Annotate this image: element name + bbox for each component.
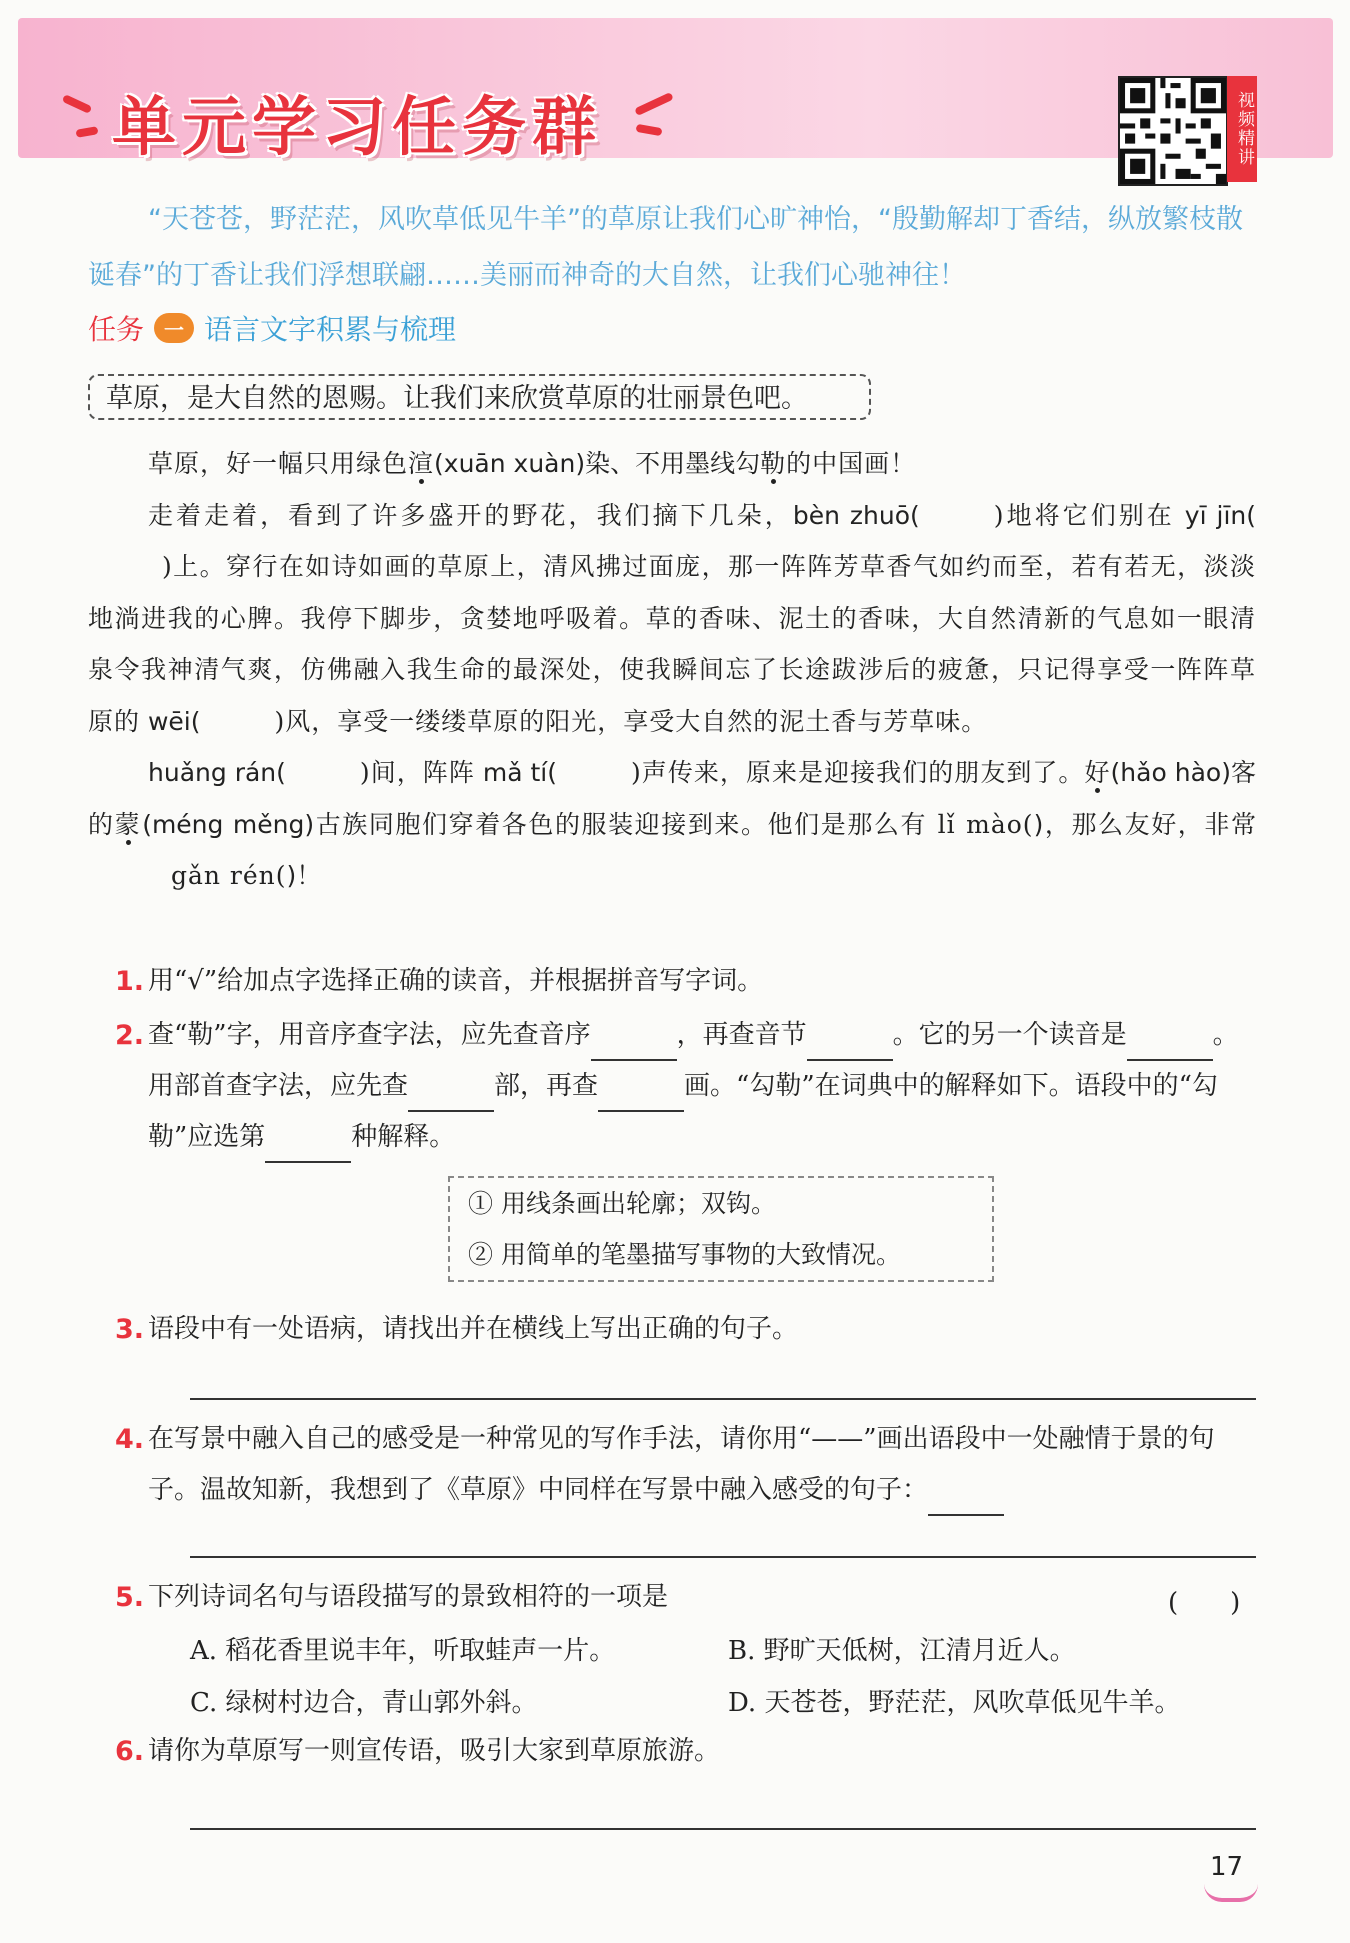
answer-blank[interactable]: [591, 1029, 677, 1061]
dictionary-definitions-box: [448, 1176, 994, 1282]
question-5: [114, 1572, 1256, 1623]
question-text: 在写景中融入自己的感受是一种常见的写作手法，请你用“——”画出语段中一处融情于景的句子。温故知新，我想到了《草原》中同样在写景中融入感受的句子：: [148, 1424, 1215, 1505]
task-label: 任务: [88, 313, 145, 346]
answer-blank[interactable]: [265, 1131, 351, 1163]
question-3: [114, 1304, 1256, 1355]
question-4: [114, 1414, 1256, 1516]
answer-blank[interactable]: [408, 1080, 494, 1112]
option-b[interactable]: B. 野旷天低树，江清月近人。: [728, 1636, 1076, 1666]
passage-paragraph-3: huǎng rán( )间，阵阵 mǎ tí( )声传来，原来是迎接我们的朋友到了。好(hǎo hào)客的蒙(méng měng)古族同胞们穿着各色的服装迎接到来。他们是那么有 lǐ mào()，那么友好，非常 gǎn rén()！: [88, 758, 1256, 890]
reading-passage: [88, 438, 1256, 902]
definition-1: ① 用线条画出轮廓；双钩。: [468, 1189, 776, 1218]
option-a[interactable]: A. 稻花香里说丰年，听取蛙声一片。: [190, 1636, 616, 1666]
video-lecture-label[interactable]: 视频精讲: [1227, 76, 1257, 182]
question-text: 语段中有一处语病，请找出并在横线上写出正确的句子。: [148, 1314, 799, 1344]
answer-line[interactable]: [190, 1556, 1256, 1558]
answer-blank[interactable]: [807, 1029, 893, 1061]
passage-lead-box: 草原，是大自然的恩赐。让我们来欣赏草原的壮丽景色吧。: [88, 374, 871, 420]
page-number-swoosh: [1204, 1884, 1258, 1902]
question-2: 2. 查“勒”字，用音序查字法，应先查音序 ，再查音节 。它的另一个读音是 。用部首查字法，应先查 部，再查 画。“勾勒”在词典中的解释如下。语段中的“勾勒”应选第 种解释。: [148, 1010, 1256, 1163]
question-number: 2.: [114, 1020, 144, 1051]
question-number: 6.: [114, 1736, 144, 1767]
passage-paragraph-1: 草原，好一幅只用绿色渲(xuān xuàn)染、不用墨线勾勒的中国画！: [148, 449, 917, 478]
definition-2: ② 用简单的笔墨描写事物的大致情况。: [468, 1240, 901, 1269]
question-number: 3.: [114, 1314, 144, 1345]
question-number: 5.: [114, 1582, 144, 1613]
question-number: 4.: [114, 1424, 144, 1455]
answer-blank[interactable]: [1127, 1029, 1213, 1061]
option-c[interactable]: C. 绿树村边合，青山郭外斜。: [190, 1688, 538, 1718]
page-title: 单元学习任务群: [112, 91, 602, 165]
answer-paren[interactable]: ( ): [1168, 1588, 1241, 1618]
question-6: [114, 1726, 1256, 1777]
question-text: 请你为草原写一则宣传语，吸引大家到草原旅游。: [148, 1736, 721, 1766]
answer-blank[interactable]: [928, 1484, 1004, 1516]
answer-line[interactable]: [190, 1398, 1256, 1400]
task-number-badge: 一: [154, 313, 194, 343]
question-number: 1.: [114, 966, 144, 997]
question-1: [114, 956, 1256, 1007]
task-header: [88, 308, 456, 348]
option-d[interactable]: D. 天苍苍，野茫茫，风吹草低见牛羊。: [728, 1688, 1181, 1718]
answer-blank[interactable]: [598, 1080, 684, 1112]
question-text: 下列诗词名句与语段描写的景致相符的一项是: [148, 1582, 669, 1612]
answer-line[interactable]: [190, 1828, 1256, 1830]
passage-paragraph-2: 走着走着，看到了许多盛开的野花，我们摘下几朵，bèn zhuō( )地将它们别在 yī jīn()上。穿行在如诗如画的草原上，清风拂过面庞，那一阵阵芳草香气如约而至，若有若无，淡淡地淌进我的心脾。我停下脚步，贪婪地呼吸着。草的香味、泥土的香味，大自然清新的气息如一眼清泉令我神清气爽，仿佛融入我生命的最深处，使我瞬间忘了长途跋涉后的疲惫，只记得享受一阵阵草原的 wēi( )风，享受一缕缕草原的阳光，享受大自然的泥土香与芳草味。: [88, 500, 1257, 736]
question-text: 用“√”给加点字选择正确的读音，并根据拼音写字词。: [148, 966, 764, 996]
intro-text: “天苍苍，野茫茫，风吹草低见牛羊”的草原让我们心旷神怡，“殷勤解却丁香结，纵放繁枝散诞春”的丁香让我们浮想联翩……美丽而神奇的大自然，让我们心驰神往！: [88, 204, 1243, 291]
qr-code-icon[interactable]: [1118, 76, 1228, 186]
task-title: 语言文字积累与梳理: [204, 313, 457, 346]
page-number: 17: [1210, 1852, 1244, 1882]
